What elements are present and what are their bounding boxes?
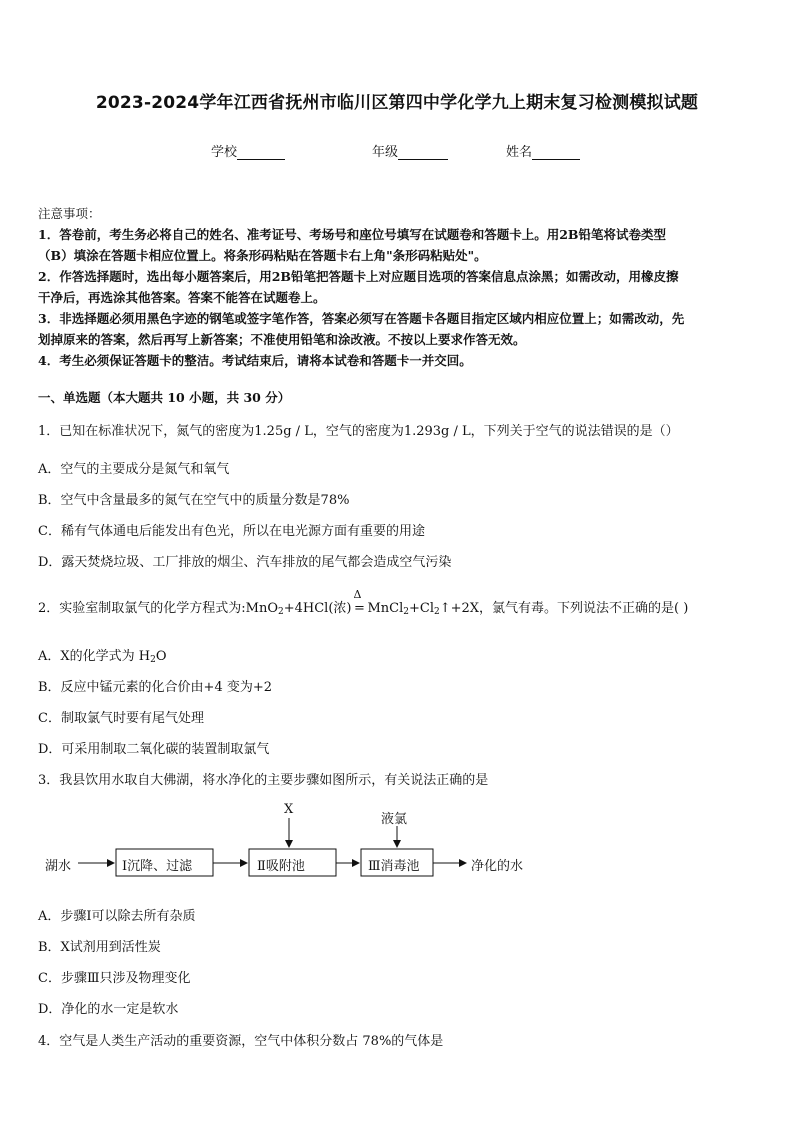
grade-field [372,141,448,160]
notice-line: 1．答卷前，考生务必将自己的姓名、准考证号、考场号和座位号填写在试题卷和答题卡上。用2B铅笔将试卷类型 [38,227,666,242]
name-field [506,141,580,160]
student-info-row [0,141,794,159]
input-liquid-chlorine: 液氯 [381,812,408,827]
input-reagent-x: X [284,802,294,817]
step-3-label: Ⅲ消毒池 [368,859,420,874]
q2-stem-part: +Cl [409,601,435,616]
q2-heat-equals-sign: Δ = [353,588,365,616]
q3-option-a[interactable]: A．步骤Ⅰ可以除去所有杂质 [38,909,196,924]
notice-line: （B）填涂在答题卡相应位置上。将条形码粘贴在答题卡右上角"条形码粘贴处"。 [38,248,487,263]
q1-stem-part: ，下列关于空气的说法错误的是（） [470,424,679,439]
source-lake-water: 湖水 [45,859,72,874]
output-purified-water: 净化的水 [471,859,524,874]
q1-stem-part: ，空气的密度为 [312,424,404,439]
page-title: 2023-2024学年江西省抚州市临川区第四中学化学九上期末复习检测模拟试题 [95,93,699,113]
q1-option-c[interactable]: C．稀有气体通电后能发出有色光，所以在电光源方面有重要的用途 [38,524,425,539]
grade-label: 年级 [372,145,399,160]
question-1-stem [38,420,679,439]
q2-stem-part: +4HCl(浓) [283,601,352,616]
q2-option-c[interactable]: C．制取氯气时要有尾气处理 [38,711,204,726]
water-purification-diagram [38,798,598,888]
school-label: 学校 [211,145,238,160]
q2-subscript: 2 [434,607,440,617]
name-label: 姓名 [506,145,533,160]
question-3-stem: 3．我县饮用水取自大佛湖，将水净化的主要步骤如图所示，有关说法正确的是 [38,773,489,788]
q2-subscript: 2 [278,607,284,617]
q2-subscript: 2 [403,607,410,617]
notice-line: 2．作答选择题时，选出每小题答案后，用2B铅笔把答题卡上对应题目选项的答案信息点涂黑；如需改动，用橡皮擦 [38,269,679,284]
q1-option-b[interactable]: B．空气中含量最多的氮气在空气中的质量分数是78% [38,493,350,508]
notice-heading: 注意事项： [38,206,101,221]
q2-stem-part: 2．实验室制取氯气的化学方程式为:MnO [38,601,278,616]
name-blank [532,146,580,160]
q2-subscript: 2 [150,655,156,665]
step-2-label: Ⅱ吸附池 [257,859,305,874]
q3-option-b[interactable]: B．X试剂用到活性炭 [38,940,161,955]
q1-stem-part: 1．已知在标准状况下，氮气的密度为 [38,424,255,439]
notice-section [38,203,758,371]
section-heading: 一、单选题（本大题共 10 小题，共 30 分） [38,390,291,405]
q2-delta-symbol: Δ [353,588,362,601]
step-1-label: Ⅰ沉降、过滤 [122,859,193,874]
q3-option-d[interactable]: D．净化的水一定是软水 [38,1002,179,1017]
school-blank [237,146,285,160]
question-2-stem [38,588,689,617]
q1-option-d[interactable]: D．露天焚烧垃圾、工厂排放的烟尘、汽车排放的尾气都会造成空气污染 [38,555,452,570]
q2-option-a[interactable] [38,645,167,665]
question-4-stem: 4．空气是人类生产活动的重要资源，空气中体积分数占 78%的气体是 [38,1034,444,1049]
q2-option-d[interactable]: D．可采用制取二氧化碳的装置制取氯气 [38,742,270,757]
notice-line: 干净后，再选涂其他答案。答案不能答在试题卷上。 [38,290,326,305]
notice-line: 3．非选择题必须用黑色字迹的钢笔或签字笔作答，答案必须写在答题卡各题目指定区域内相应位置上；如需改动，先 [38,311,685,326]
notice-line: 4．考生必须保证答题卡的整洁。考试结束后，请将本试卷和答题卡一并交回。 [38,353,472,368]
school-field [211,141,285,160]
q1-option-a[interactable]: A．空气的主要成分是氮气和氧气 [38,462,230,477]
grade-blank [398,146,448,160]
q2-option-b[interactable]: B．反应中锰元素的化合价由+4 变为+2 [38,680,273,695]
q2-option-a-text: O [155,649,167,664]
notice-line: 划掉原来的答案，然后再写上新答案；不准使用铅笔和涂改液。不按以上要求作答无效。 [38,332,526,347]
q2-option-a-text: A．X的化学式为 H [38,649,151,664]
q2-stem-part: MnCl [367,601,404,616]
flow-arrows [38,798,598,888]
q1-nitrogen-density: 1.25g / L [254,424,313,439]
q3-option-c[interactable]: C．步骤Ⅲ只涉及物理变化 [38,971,191,986]
q2-stem-part: ↑+2X，氯气有毒。下列说法不正确的是( ) [439,601,689,616]
q1-air-density: 1.293g / L [403,424,471,439]
